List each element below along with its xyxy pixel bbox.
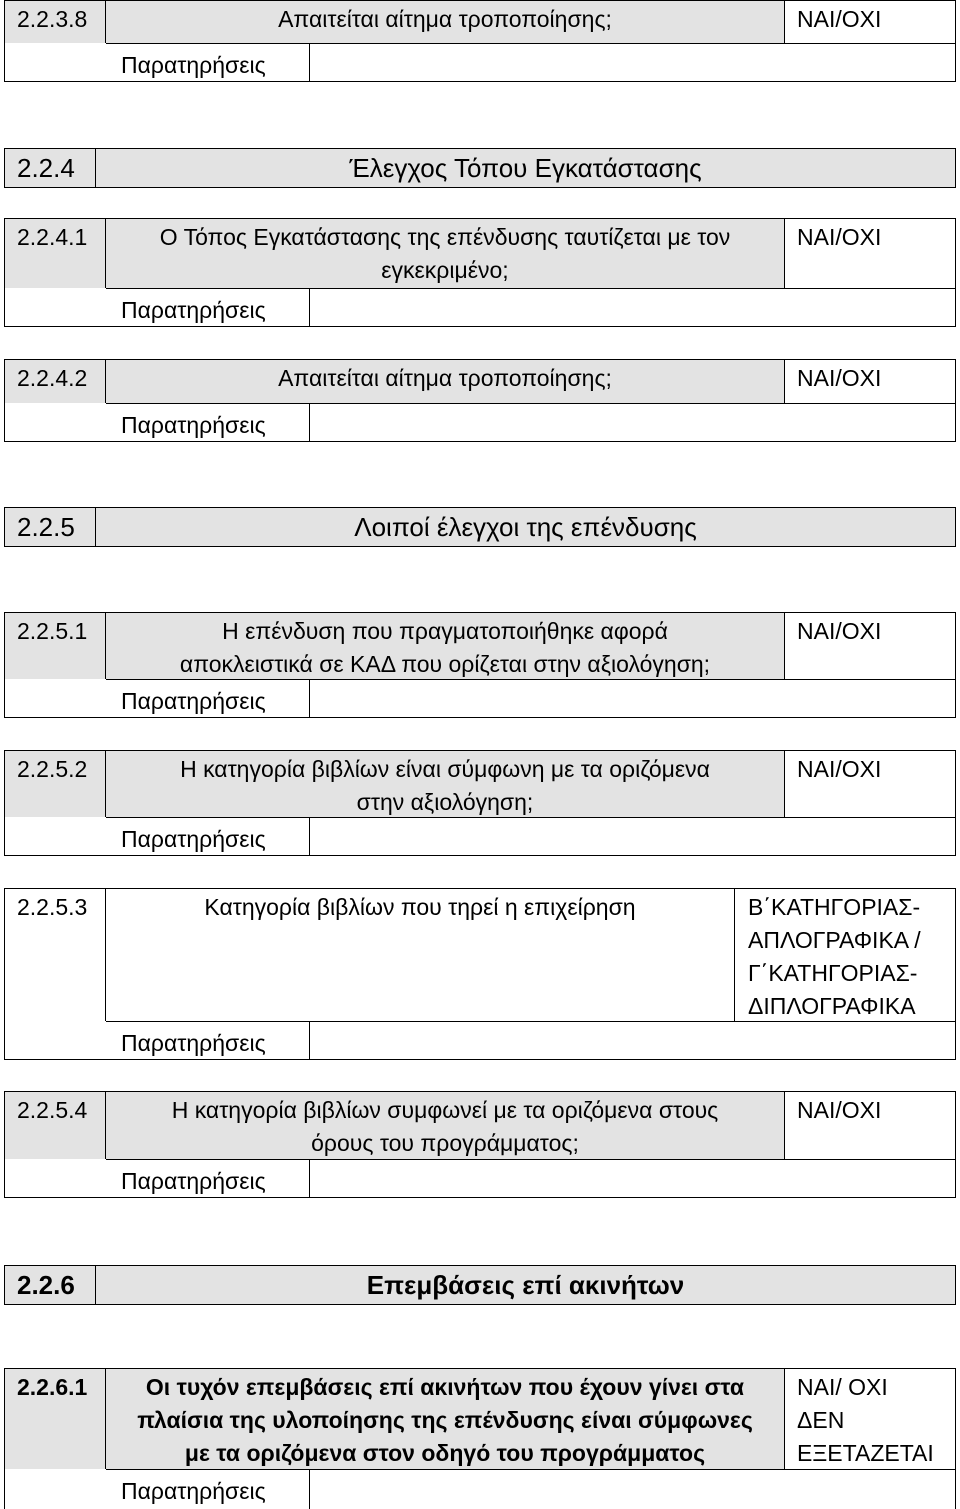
answer-line: Β΄ΚΑΤΗΓΟΡΙΑΣ- [748, 894, 921, 920]
remarks-label: Παρατηρήσεις [106, 1159, 310, 1197]
remarks-label: Παρατηρήσεις [106, 43, 310, 81]
remarks-label: Παρατηρήσεις [106, 679, 310, 717]
item-number: 2.2.5.1 [5, 613, 106, 679]
question-line: Οι τυχόν επεμβάσεις επί ακινήτων που έχουν γίνει στα [145, 1374, 745, 1400]
item-question: Απαιτείται αίτημα τροποποίησης; [106, 1, 785, 43]
item-question [106, 219, 785, 288]
question-line: όρους του προγράμματος; [311, 1130, 579, 1156]
item-number: 2.2.4.2 [5, 360, 106, 403]
checklist-item-2-2-4-1 [4, 218, 956, 327]
item-answer: ΝΑΙ/ΟΧΙ [797, 1097, 882, 1123]
answer-line: ΝΑΙ/ ΟΧΙ [797, 1374, 888, 1400]
section-header-2-2-4 [4, 148, 956, 188]
item-number: 2.2.6.1 [5, 1369, 106, 1469]
question-line: Ο Τόπος Εγκατάστασης της επένδυσης ταυτίζεται με τον [159, 224, 731, 250]
item-number: 2.2.3.8 [5, 1, 106, 43]
section-number: 2.2.5 [5, 508, 96, 546]
item-question: Απαιτείται αίτημα τροποποίησης; [106, 360, 785, 403]
section-header-2-2-6 [4, 1265, 956, 1305]
section-header-2-2-5 [4, 507, 956, 547]
item-number: 2.2.5.3 [5, 889, 106, 1021]
remarks-field[interactable] [310, 403, 955, 441]
question-line: εγκεκριμένο; [381, 257, 509, 283]
item-answer: ΝΑΙ/ΟΧΙ [797, 756, 882, 782]
checklist-item-2-2-5-1 [4, 612, 956, 718]
answer-line: ΕΞΕΤΑΖΕΤΑΙ [797, 1440, 934, 1466]
section-title: Λοιποί έλεγχοι της επένδυσης [354, 512, 697, 542]
remarks-field[interactable] [310, 1021, 955, 1059]
answer-line: ΔΕΝ [797, 1407, 845, 1433]
item-question [106, 613, 785, 679]
remarks-field[interactable] [310, 1469, 955, 1509]
checklist-item-2-2-6-1 [4, 1368, 956, 1509]
item-question [106, 1369, 785, 1469]
checklist-item-2-2-5-4 [4, 1091, 956, 1198]
answer-line: ΔΙΠΛΟΓΡΑΦΙΚΑ [748, 993, 916, 1019]
item-question: Κατηγορία βιβλίων που τηρεί η επιχείρηση [106, 889, 735, 1021]
item-number: 2.2.5.4 [5, 1092, 106, 1159]
remarks-field[interactable] [310, 43, 955, 81]
item-answer [735, 889, 955, 1023]
checklist-item-2-2-3-8 [4, 0, 956, 82]
question-line: αποκλειστικά σε ΚΑΔ που ορίζεται στην αξιολόγηση; [179, 651, 711, 677]
section-number: 2.2.4 [5, 149, 96, 187]
question-line: με τα οριζόμενα στον οδηγό του προγράμματος [184, 1440, 706, 1466]
question-line: Η επένδυση που πραγματοποιήθηκε αφορά [222, 618, 668, 644]
section-title: Έλεγχος Τόπου Εγκατάστασης [349, 153, 702, 183]
remarks-label: Παρατηρήσεις [106, 288, 310, 326]
remarks-field[interactable] [310, 817, 955, 855]
remarks-field[interactable] [310, 1159, 955, 1197]
remarks-field[interactable] [310, 288, 955, 326]
item-number: 2.2.5.2 [5, 751, 106, 817]
answer-line: ΑΠΛΟΓΡΑΦΙΚΑ / [748, 927, 921, 953]
item-answer: ΝΑΙ/ΟΧΙ [797, 224, 882, 250]
question-line: Η κατηγορία βιβλίων συμφωνεί με τα οριζόμενα στους [171, 1097, 719, 1123]
item-question [106, 751, 785, 817]
item-answer: ΝΑΙ/ΟΧΙ [797, 618, 882, 644]
item-question [106, 1092, 785, 1159]
section-title: Επεμβάσεις επί ακινήτων [366, 1270, 685, 1300]
question-line: Η κατηγορία βιβλίων είναι σύμφωνη με τα οριζόμενα [180, 756, 710, 782]
item-answer [785, 1369, 955, 1470]
section-number: 2.2.6 [5, 1266, 96, 1304]
answer-line: Γ΄ΚΑΤΗΓΟΡΙΑΣ- [748, 960, 918, 986]
remarks-field[interactable] [310, 679, 955, 717]
checklist-item-2-2-5-3 [4, 888, 956, 1060]
remarks-label: Παρατηρήσεις [106, 403, 310, 441]
item-number: 2.2.4.1 [5, 219, 106, 288]
item-answer: ΝΑΙ/ΟΧΙ [797, 6, 882, 32]
remarks-label: Παρατηρήσεις [106, 1469, 310, 1509]
checklist-item-2-2-5-2 [4, 750, 956, 856]
remarks-label: Παρατηρήσεις [106, 1021, 310, 1059]
item-answer: ΝΑΙ/ΟΧΙ [797, 365, 882, 391]
checklist-item-2-2-4-2 [4, 359, 956, 442]
question-line: πλαίσια της υλοποίησης της επένδυσης είναι σύμφωνες [137, 1407, 753, 1433]
remarks-label: Παρατηρήσεις [106, 817, 310, 855]
question-line: στην αξιολόγηση; [356, 789, 534, 815]
